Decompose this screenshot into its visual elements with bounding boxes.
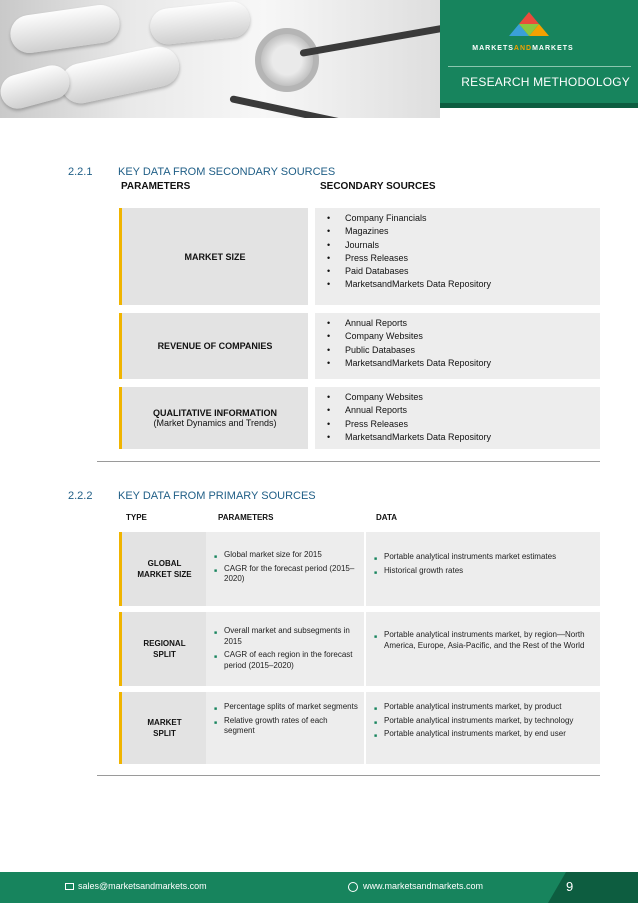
sources-market-size — [315, 208, 600, 305]
column-header-parameters: PARAMETERS — [218, 513, 274, 522]
list-item: • Public Databases — [345, 344, 600, 357]
column-header-type: TYPE — [126, 513, 147, 522]
list-item: ■ Portable analytical instruments market, by technology — [384, 716, 594, 727]
section-heading-secondary: 2.2.1 KEY DATA FROM SECONDARY SOURCES — [68, 166, 336, 178]
sources-revenue-of-companies — [315, 313, 600, 379]
list-item: ■ Relative growth rates of each segment — [224, 716, 358, 737]
brand-name: MARKETSANDMARKETS — [472, 45, 574, 52]
parameters-market-split — [206, 692, 364, 764]
type-global-market-size: GLOBAL MARKET SIZE — [119, 532, 207, 606]
list-item: • Annual Reports — [345, 317, 600, 330]
footer-website-link[interactable]: www.marketsandmarkets.com — [363, 881, 484, 891]
list-item: ■ CAGR for the forecast period (2015–2020) — [224, 564, 358, 585]
column-header-parameters: PARAMETERS — [121, 181, 191, 192]
list-item: ■ Historical growth rates — [384, 566, 594, 577]
data-regional-split — [366, 612, 600, 686]
stethoscope-tube — [229, 95, 348, 118]
section-heading-primary: 2.2.2 KEY DATA FROM PRIMARY SOURCES — [68, 490, 316, 502]
list-item: • Press Releases — [345, 252, 600, 265]
parameter-revenue-of-companies: REVENUE OF COMPANIES — [119, 313, 308, 379]
list-item: • Company Websites — [345, 330, 600, 343]
header-photo — [0, 0, 440, 118]
data-global-market-size — [366, 532, 600, 606]
data-market-split — [366, 692, 600, 764]
parameters-regional-split — [206, 612, 364, 686]
parameters-global-market-size — [206, 532, 364, 606]
logo-icon — [505, 10, 553, 42]
divider — [97, 461, 600, 462]
capsule-image — [0, 62, 73, 113]
parameter-market-size: MARKET SIZE — [119, 208, 308, 305]
mail-icon — [65, 883, 74, 890]
list-item: ■ Overall market and subsegments in 2015 — [224, 626, 358, 647]
list-item: • MarketsandMarkets Data Repository — [345, 357, 600, 370]
page-number-tab — [548, 872, 638, 903]
list-item: • Journals — [345, 239, 600, 252]
list-item: ■ Portable analytical instruments market estimates — [384, 552, 594, 563]
capsule-image — [148, 0, 251, 46]
list-item: • Company Websites — [345, 391, 600, 404]
stethoscope-icon — [255, 28, 319, 92]
list-item: • Annual Reports — [345, 404, 600, 417]
footer — [0, 872, 638, 903]
list-item: ■ Portable analytical instruments market, by region—North America, Europe, Asia-Pacific, and the Rest of the World — [384, 630, 594, 651]
stethoscope-tube — [299, 24, 440, 57]
list-item: ■ Global market size for 2015 — [224, 550, 358, 561]
list-item: • Paid Databases — [345, 265, 600, 278]
column-header-secondary-sources: SECONDARY SOURCES — [320, 181, 436, 192]
list-item: • Magazines — [345, 225, 600, 238]
parameter-qualitative-information: QUALITATIVE INFORMATION (Market Dynamics and Trends) — [119, 387, 308, 449]
sources-qualitative-information — [315, 387, 600, 449]
globe-icon — [348, 882, 358, 892]
header-divider — [448, 66, 631, 67]
header-accent-bar — [440, 103, 638, 108]
list-item: ■ Percentage splits of market segments — [224, 702, 358, 713]
list-item: • Company Financials — [345, 212, 600, 225]
column-header-data: DATA — [376, 513, 398, 522]
type-market-split: MARKET SPLIT — [119, 692, 207, 764]
list-item: • MarketsandMarkets Data Repository — [345, 431, 600, 444]
list-item: ■ Portable analytical instruments market, by product — [384, 702, 594, 713]
list-item: ■ Portable analytical instruments market, by end user — [384, 729, 594, 740]
type-regional-split: REGIONAL SPLIT — [119, 612, 207, 686]
list-item: ■ CAGR of each region in the forecast period (2015–2020) — [224, 650, 358, 671]
list-item: • MarketsandMarkets Data Repository — [345, 278, 600, 291]
footer-email-link[interactable]: sales@marketsandmarkets.com — [78, 881, 207, 891]
capsule-image — [8, 3, 122, 56]
divider — [97, 775, 600, 776]
capsule-image — [57, 43, 183, 107]
list-item: • Press Releases — [345, 418, 600, 431]
page-number: 9 — [566, 879, 574, 894]
page-section-title: RESEARCH METHODOLOGY — [461, 75, 630, 89]
